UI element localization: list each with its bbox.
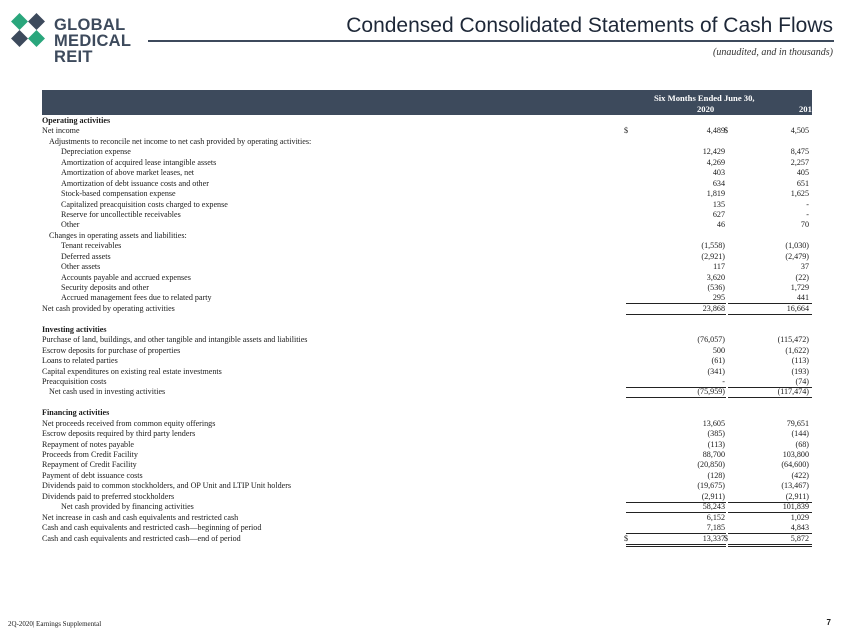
value-2019: 8,475 bbox=[790, 147, 809, 157]
table-row bbox=[42, 325, 812, 335]
table-row bbox=[42, 262, 812, 272]
row-label: Changes in operating assets and liabilities: bbox=[49, 230, 187, 240]
value-2020: (128) bbox=[707, 470, 725, 480]
column-year-2020: 2020 bbox=[697, 104, 715, 114]
value-2020: 4,489 bbox=[706, 126, 725, 136]
value-2020: (2,911) bbox=[701, 491, 725, 501]
company-logo bbox=[6, 8, 166, 66]
total-double-underline bbox=[626, 546, 726, 547]
value-2020: (2,921) bbox=[701, 251, 725, 261]
value-2020: (1,558) bbox=[701, 241, 725, 251]
value-2019: 4,505 bbox=[790, 126, 809, 136]
row-label: Accrued management fees due to related party bbox=[61, 293, 212, 303]
value-2019: 1,029 bbox=[790, 512, 809, 522]
value-2019: 441 bbox=[796, 293, 809, 303]
table-row bbox=[42, 231, 812, 241]
row-label: Other assets bbox=[61, 262, 101, 272]
value-2020: 7,185 bbox=[706, 523, 725, 533]
section-heading: Investing activities bbox=[42, 324, 107, 334]
value-2019: 79,651 bbox=[786, 418, 809, 428]
value-2019: - bbox=[806, 199, 809, 209]
currency-symbol: $ bbox=[624, 126, 629, 136]
logo-line-2: MEDICAL REIT bbox=[54, 32, 131, 66]
row-label: Capitalized preacquisition costs charged to expense bbox=[61, 199, 228, 209]
table-row bbox=[42, 116, 812, 126]
value-2019: (117,474) bbox=[777, 387, 809, 397]
row-label: Proceeds from Credit Facility bbox=[42, 450, 138, 459]
table-row bbox=[42, 252, 812, 262]
value-2020: (385) bbox=[707, 429, 725, 439]
table-row bbox=[42, 367, 812, 377]
value-2019: 103,800 bbox=[782, 450, 809, 459]
section-heading: Financing activities bbox=[42, 408, 110, 418]
table-header bbox=[42, 90, 817, 115]
value-2019: 70 bbox=[800, 220, 809, 230]
value-2019: (68) bbox=[795, 439, 809, 449]
value-2019: - bbox=[806, 209, 809, 219]
value-2020: (20,850) bbox=[697, 460, 725, 470]
value-2020: - bbox=[722, 376, 725, 386]
row-label: Loans to related parties bbox=[42, 356, 118, 366]
value-2020: 403 bbox=[712, 168, 725, 178]
section-heading: Operating activities bbox=[42, 116, 111, 125]
value-2019: 405 bbox=[796, 168, 809, 178]
row-label: Escrow deposits required by third party lenders bbox=[42, 429, 196, 439]
table-row bbox=[42, 158, 812, 168]
value-2020: 3,620 bbox=[706, 272, 725, 282]
value-2019: 37 bbox=[800, 262, 809, 272]
value-2020: 12,429 bbox=[702, 147, 725, 157]
title-divider bbox=[148, 40, 834, 42]
value-2020: (76,057) bbox=[697, 335, 725, 345]
table-row bbox=[42, 513, 812, 523]
table-row bbox=[42, 502, 812, 512]
row-label: Net cash used in investing activities bbox=[49, 387, 166, 397]
page-subtitle: (unaudited, and in thousands) bbox=[713, 47, 833, 58]
value-2019: (193) bbox=[791, 366, 809, 376]
row-label: Net increase in cash and cash equivalents and restricted cash bbox=[42, 512, 239, 522]
table-row bbox=[42, 293, 812, 303]
row-label: Adjustments to reconcile net income to net cash provided by operating activities: bbox=[49, 136, 312, 146]
value-2019: 2,257 bbox=[790, 157, 809, 167]
row-label: Cash and cash equivalents and restricted cash—end of period bbox=[42, 533, 241, 543]
logo-mark-icon bbox=[6, 8, 50, 52]
value-2019: (64,600) bbox=[781, 460, 809, 470]
value-2020: 135 bbox=[712, 199, 725, 209]
value-2019: (422) bbox=[791, 470, 809, 480]
value-2019: (2,479) bbox=[785, 251, 809, 261]
row-label: Amortization of acquired lease intangible assets bbox=[61, 157, 217, 167]
value-2020: 4,269 bbox=[706, 157, 725, 167]
value-2019: (115,472) bbox=[777, 335, 809, 345]
table-row bbox=[42, 147, 812, 157]
table-row bbox=[42, 283, 812, 293]
row-label: Purchase of land, buildings, and other tangible and intangible assets and liabilities bbox=[42, 335, 308, 345]
row-label: Amortization of debt issuance costs and other bbox=[61, 178, 209, 188]
value-2019: 16,664 bbox=[786, 303, 809, 313]
table-row bbox=[42, 241, 812, 251]
total-underline bbox=[728, 544, 812, 545]
table-row bbox=[42, 273, 812, 283]
row-label: Preacquisition costs bbox=[42, 376, 107, 386]
column-year-2019: 2019 bbox=[799, 104, 817, 114]
table-row bbox=[42, 189, 812, 199]
value-2019: (113) bbox=[791, 356, 809, 366]
table-row bbox=[42, 220, 812, 230]
value-2020: (19,675) bbox=[697, 481, 725, 491]
row-label: Escrow deposits for purchase of properties bbox=[42, 345, 181, 355]
table-row bbox=[42, 356, 812, 366]
row-label: Tenant receivables bbox=[61, 241, 122, 251]
total-double-underline bbox=[728, 546, 812, 547]
currency-symbol: $ bbox=[724, 126, 729, 136]
value-2020: (341) bbox=[707, 366, 725, 376]
value-2019: (2,911) bbox=[785, 491, 809, 501]
row-label: Payment of debt issuance costs bbox=[42, 470, 143, 480]
table-row bbox=[42, 492, 812, 502]
value-2019: 1,625 bbox=[790, 189, 809, 199]
value-2020: 117 bbox=[713, 262, 725, 272]
value-2020: 1,819 bbox=[706, 189, 725, 199]
value-2020: (61) bbox=[711, 356, 725, 366]
table-row bbox=[42, 200, 812, 210]
row-label: Other bbox=[61, 220, 80, 230]
table-row bbox=[42, 481, 812, 491]
value-2019: (74) bbox=[795, 376, 809, 386]
value-2020: 13,605 bbox=[702, 418, 725, 428]
value-2019: (144) bbox=[791, 429, 809, 439]
row-label: Net income bbox=[42, 126, 80, 136]
cash-flow-table bbox=[42, 116, 812, 544]
table-row bbox=[42, 440, 812, 450]
table-row bbox=[42, 429, 812, 439]
value-2020: 295 bbox=[712, 293, 725, 303]
value-2019: 5,872 bbox=[790, 533, 809, 543]
table-row bbox=[42, 335, 812, 345]
value-2020: 500 bbox=[712, 345, 725, 355]
value-2020: 58,243 bbox=[702, 502, 725, 512]
table-row bbox=[42, 408, 812, 418]
row-label: Security deposits and other bbox=[61, 283, 149, 292]
total-underline bbox=[626, 544, 726, 545]
row-label: Cash and cash equivalents and restricted cash—beginning of period bbox=[42, 523, 262, 533]
page-title: Condensed Consolidated Statements of Cash Flows bbox=[346, 14, 833, 37]
table-row bbox=[42, 450, 812, 460]
page-number: 7 bbox=[826, 618, 831, 627]
value-2019: 101,839 bbox=[782, 502, 809, 512]
table-row bbox=[42, 419, 812, 429]
table-row bbox=[42, 377, 812, 387]
row-label: Amortization of above market leases, net bbox=[61, 168, 195, 178]
value-2020: (536) bbox=[707, 283, 725, 292]
row-label: Dividends paid to preferred stockholders bbox=[42, 491, 175, 501]
value-2020: 88,700 bbox=[702, 450, 725, 459]
row-label: Net cash provided by operating activities bbox=[42, 303, 175, 313]
value-2020: (113) bbox=[707, 439, 725, 449]
value-2019: (13,467) bbox=[781, 481, 809, 491]
row-label: Depreciation expense bbox=[61, 147, 131, 157]
table-row bbox=[42, 126, 812, 136]
value-2020: 46 bbox=[716, 220, 725, 230]
row-label: Deferred assets bbox=[61, 251, 111, 261]
row-label: Net proceeds received from common equity offerings bbox=[42, 418, 216, 428]
value-2020: 634 bbox=[712, 178, 725, 188]
table-row bbox=[42, 346, 812, 356]
table-row bbox=[42, 471, 812, 481]
value-2020: 627 bbox=[712, 209, 725, 219]
table-row bbox=[42, 304, 812, 314]
value-2020: (75,959) bbox=[697, 387, 725, 397]
table-row bbox=[42, 387, 812, 397]
table-row bbox=[42, 179, 812, 189]
table-row bbox=[42, 398, 812, 408]
value-2019: 1,729 bbox=[790, 283, 809, 292]
value-2020: 6,152 bbox=[706, 512, 725, 522]
table-row bbox=[42, 523, 812, 533]
footer-label: 2Q-2020| Earnings Supplemental bbox=[8, 620, 102, 628]
currency-symbol: $ bbox=[724, 533, 729, 543]
row-label: Repayment of notes payable bbox=[42, 439, 134, 449]
table-row bbox=[42, 210, 812, 220]
value-2020: 23,868 bbox=[702, 303, 725, 313]
table-row bbox=[42, 314, 812, 324]
value-2019: 4,843 bbox=[790, 523, 809, 533]
table-row bbox=[42, 137, 812, 147]
value-2020: 13,337 bbox=[702, 533, 725, 543]
row-label: Capital expenditures on existing real estate investments bbox=[42, 366, 222, 376]
currency-symbol: $ bbox=[624, 533, 629, 543]
value-2019: (22) bbox=[795, 272, 809, 282]
table-row bbox=[42, 460, 812, 470]
table-row bbox=[42, 534, 812, 544]
row-label: Repayment of Credit Facility bbox=[42, 460, 137, 470]
row-label: Reserve for uncollectible receivables bbox=[61, 209, 181, 219]
row-label: Stock-based compensation expense bbox=[61, 189, 176, 199]
value-2019: (1,622) bbox=[785, 345, 809, 355]
row-label: Net cash provided by financing activities bbox=[61, 502, 194, 512]
logo-line-1: GLOBAL bbox=[54, 16, 126, 34]
value-2019: 651 bbox=[796, 178, 809, 188]
row-label: Dividends paid to common stockholders, and OP Unit and LTIP Unit holders bbox=[42, 481, 292, 491]
row-label: Accounts payable and accrued expenses bbox=[61, 272, 191, 282]
table-row bbox=[42, 168, 812, 178]
period-label: Six Months Ended June 30, bbox=[654, 93, 755, 103]
value-2019: (1,030) bbox=[785, 241, 809, 251]
